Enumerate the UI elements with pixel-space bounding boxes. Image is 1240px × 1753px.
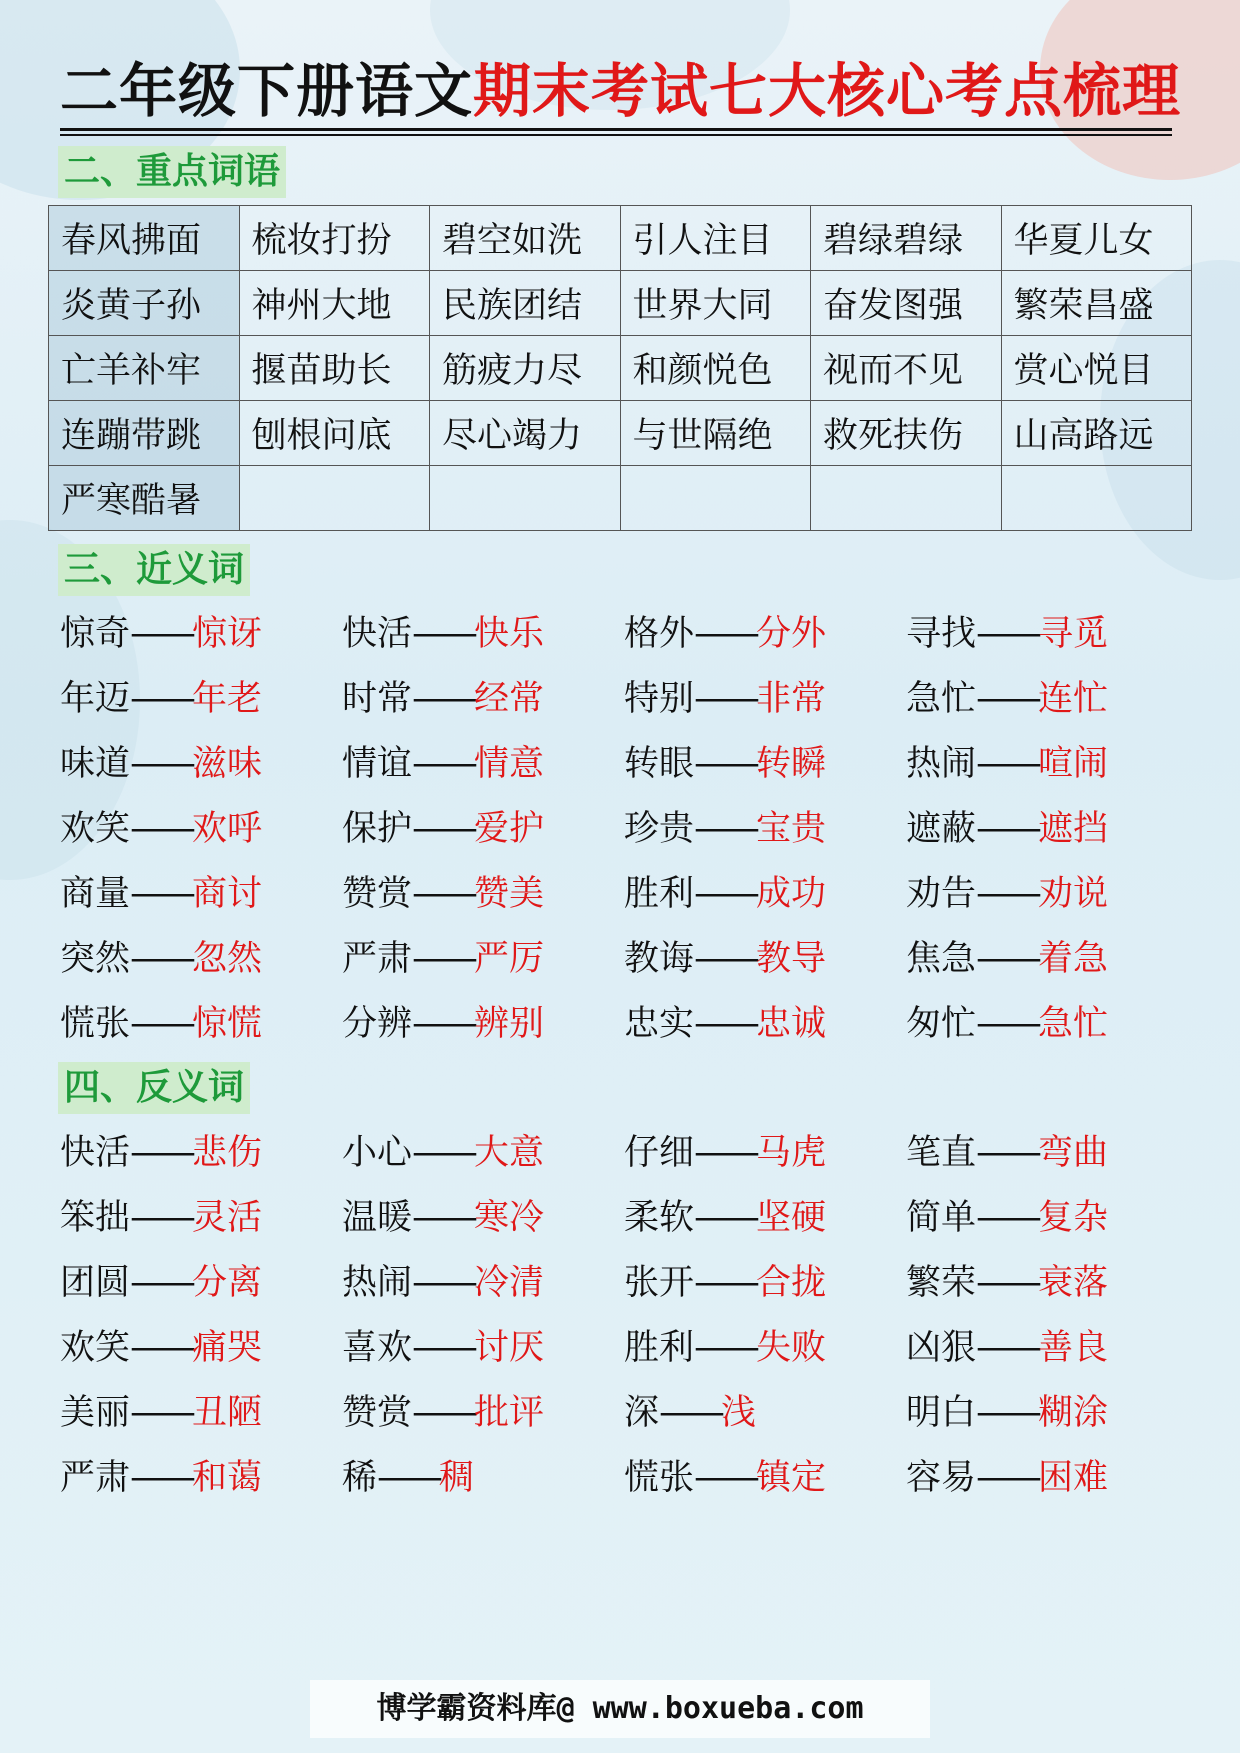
word: 遮蔽 <box>906 809 977 849</box>
dash-separator: —— <box>976 679 1039 719</box>
word: 分辨 <box>342 1004 413 1044</box>
word: 欢笑 <box>60 809 131 849</box>
answer-word: 快乐 <box>474 614 545 654</box>
answer-word: 寒冷 <box>474 1198 545 1238</box>
dash-separator: —— <box>694 744 757 784</box>
synonyms-list <box>60 602 1170 1057</box>
dash-separator: —— <box>976 1263 1039 1303</box>
antonym-pair <box>60 1121 262 1186</box>
answer-word: 灵活 <box>192 1198 263 1238</box>
answer-word: 成功 <box>756 874 827 914</box>
answer-word: 马虎 <box>756 1133 827 1173</box>
dash-separator: —— <box>412 874 475 914</box>
table-row <box>49 271 1192 336</box>
antonym-pair <box>624 1251 826 1316</box>
answer-word: 连忙 <box>1038 679 1109 719</box>
synonym-pair <box>60 602 262 667</box>
footer-watermark: 博学霸资料库@ www.boxueba.com <box>310 1680 930 1738</box>
table-cell: 华夏儿女 <box>1001 206 1192 271</box>
answer-word: 批评 <box>474 1393 545 1433</box>
word: 赞赏 <box>342 874 413 914</box>
answer-word: 坚硬 <box>756 1198 827 1238</box>
list-row <box>60 1381 1170 1446</box>
antonym-pair <box>342 1186 544 1251</box>
list-row <box>60 1316 1170 1381</box>
dash-separator: —— <box>130 1263 193 1303</box>
table-cell: 严寒酷暑 <box>49 466 240 531</box>
synonym-pair <box>624 927 826 992</box>
word: 胜利 <box>624 1328 695 1368</box>
table-cell: 和颜悦色 <box>620 336 811 401</box>
list-row <box>60 992 1170 1057</box>
dash-separator: —— <box>694 809 757 849</box>
word: 急忙 <box>906 679 977 719</box>
dash-separator: —— <box>694 1198 757 1238</box>
word: 保护 <box>342 809 413 849</box>
word: 慌张 <box>60 1004 131 1044</box>
antonym-pair <box>906 1316 1108 1381</box>
answer-word: 冷清 <box>474 1263 545 1303</box>
synonym-pair <box>624 732 826 797</box>
dash-separator: —— <box>377 1458 440 1498</box>
dash-separator: —— <box>412 614 475 654</box>
dash-separator: —— <box>694 614 757 654</box>
table-cell: 世界大同 <box>620 271 811 336</box>
table-cell: 奋发图强 <box>811 271 1002 336</box>
table-row <box>49 336 1192 401</box>
dash-separator: —— <box>130 1198 193 1238</box>
word: 赞赏 <box>342 1393 413 1433</box>
word: 珍贵 <box>624 809 695 849</box>
word: 繁荣 <box>906 1263 977 1303</box>
synonym-pair <box>60 797 262 862</box>
dash-separator: —— <box>130 809 193 849</box>
list-row <box>60 1251 1170 1316</box>
answer-word: 和蔼 <box>192 1458 263 1498</box>
dash-separator: —— <box>130 874 193 914</box>
table-cell: 亡羊补牢 <box>49 336 240 401</box>
antonym-pair <box>342 1251 544 1316</box>
synonym-pair <box>342 992 544 1057</box>
answer-word: 丑陋 <box>192 1393 263 1433</box>
antonym-pair <box>906 1251 1108 1316</box>
table-cell: 民族团结 <box>430 271 621 336</box>
answer-word: 悲伤 <box>192 1133 263 1173</box>
dash-separator: —— <box>976 874 1039 914</box>
answer-word: 教导 <box>756 939 827 979</box>
word: 美丽 <box>60 1393 131 1433</box>
antonyms-list <box>60 1121 1170 1511</box>
table-cell: 与世隔绝 <box>620 401 811 466</box>
key-words-table <box>48 205 1192 531</box>
synonym-pair <box>342 927 544 992</box>
synonym-pair <box>906 862 1108 927</box>
dash-separator: —— <box>976 809 1039 849</box>
answer-word: 寻觅 <box>1038 614 1109 654</box>
section-heading-synonyms: 三、近义词 <box>58 544 250 596</box>
section-heading-antonyms: 四、反义词 <box>58 1062 250 1114</box>
synonym-pair <box>906 797 1108 862</box>
word: 格外 <box>624 614 695 654</box>
word: 简单 <box>906 1198 977 1238</box>
synonym-pair <box>624 602 826 667</box>
synonym-pair <box>342 797 544 862</box>
word: 严肃 <box>342 939 413 979</box>
dash-separator: —— <box>976 744 1039 784</box>
dash-separator: —— <box>976 939 1039 979</box>
list-row <box>60 1186 1170 1251</box>
word: 寻找 <box>906 614 977 654</box>
list-row <box>60 602 1170 667</box>
answer-word: 忽然 <box>192 939 263 979</box>
table-row <box>49 206 1192 271</box>
word: 柔软 <box>624 1198 695 1238</box>
word: 深 <box>624 1393 660 1433</box>
answer-word: 情意 <box>474 744 545 784</box>
list-row <box>60 927 1170 992</box>
dash-separator: —— <box>976 1133 1039 1173</box>
table-cell <box>1001 466 1192 531</box>
word: 稀 <box>342 1458 378 1498</box>
antonym-pair <box>624 1381 756 1446</box>
list-row <box>60 667 1170 732</box>
answer-word: 喧闹 <box>1038 744 1109 784</box>
dash-separator: —— <box>412 1198 475 1238</box>
word: 焦急 <box>906 939 977 979</box>
word: 时常 <box>342 679 413 719</box>
antonym-pair <box>624 1316 826 1381</box>
synonym-pair <box>906 732 1108 797</box>
table-cell: 尽心竭力 <box>430 401 621 466</box>
synonym-pair <box>906 927 1108 992</box>
word: 胜利 <box>624 874 695 914</box>
table-row <box>49 401 1192 466</box>
dash-separator: —— <box>412 1133 475 1173</box>
dash-separator: —— <box>976 1393 1039 1433</box>
word: 笔直 <box>906 1133 977 1173</box>
table-cell: 碧空如洗 <box>430 206 621 271</box>
dash-separator: —— <box>976 614 1039 654</box>
dash-separator: —— <box>412 1328 475 1368</box>
page-title-grade: 二年级下册语文 <box>60 57 474 125</box>
synonym-pair <box>624 667 826 732</box>
word: 商量 <box>60 874 131 914</box>
word: 团圆 <box>60 1263 131 1303</box>
word: 忠实 <box>624 1004 695 1044</box>
answer-word: 衰落 <box>1038 1263 1109 1303</box>
answer-word: 辨别 <box>474 1004 545 1044</box>
table-cell: 梳妆打扮 <box>239 206 430 271</box>
title-underline <box>60 128 1172 131</box>
answer-word: 爱护 <box>474 809 545 849</box>
synonym-pair <box>624 992 826 1057</box>
antonym-pair <box>60 1251 262 1316</box>
synonym-pair <box>342 667 544 732</box>
dash-separator: —— <box>412 1263 475 1303</box>
answer-word: 非常 <box>756 679 827 719</box>
synonym-pair <box>906 602 1108 667</box>
word: 温暖 <box>342 1198 413 1238</box>
dash-separator: —— <box>694 1004 757 1044</box>
word: 惊奇 <box>60 614 131 654</box>
table-cell: 引人注目 <box>620 206 811 271</box>
list-row <box>60 1446 1170 1511</box>
antonym-pair <box>906 1381 1108 1446</box>
word: 突然 <box>60 939 131 979</box>
answer-word: 忠诚 <box>756 1004 827 1044</box>
synonym-pair <box>60 927 262 992</box>
table-cell: 视而不见 <box>811 336 1002 401</box>
word: 张开 <box>624 1263 695 1303</box>
word: 慌张 <box>624 1458 695 1498</box>
dash-separator: —— <box>976 1198 1039 1238</box>
section-heading-key-words: 二、重点词语 <box>58 146 286 198</box>
table-cell: 救死扶伤 <box>811 401 1002 466</box>
table-cell <box>430 466 621 531</box>
word: 情谊 <box>342 744 413 784</box>
antonym-pair <box>906 1121 1108 1186</box>
answer-word: 赞美 <box>474 874 545 914</box>
answer-word: 稠 <box>439 1458 475 1498</box>
word: 年迈 <box>60 679 131 719</box>
dash-separator: —— <box>976 1004 1039 1044</box>
dash-separator: —— <box>976 1458 1039 1498</box>
list-row <box>60 862 1170 927</box>
antonym-pair <box>624 1446 826 1511</box>
synonym-pair <box>624 797 826 862</box>
answer-word: 严厉 <box>474 939 545 979</box>
dash-separator: —— <box>130 679 193 719</box>
dash-separator: —— <box>412 809 475 849</box>
answer-word: 痛哭 <box>192 1328 263 1368</box>
antonym-pair <box>60 1381 262 1446</box>
answer-word: 惊讶 <box>192 614 263 654</box>
answer-word: 镇定 <box>756 1458 827 1498</box>
table-cell <box>811 466 1002 531</box>
answer-word: 遮挡 <box>1038 809 1109 849</box>
answer-word: 着急 <box>1038 939 1109 979</box>
synonym-pair <box>60 732 262 797</box>
antonym-pair <box>342 1446 474 1511</box>
table-cell: 筋疲力尽 <box>430 336 621 401</box>
answer-word: 善良 <box>1038 1328 1109 1368</box>
page-title-topic: 期末考试七大核心考点梳理 <box>473 57 1182 125</box>
table-cell <box>239 466 430 531</box>
answer-word: 年老 <box>192 679 263 719</box>
dash-separator: —— <box>694 874 757 914</box>
answer-word: 浅 <box>721 1393 757 1433</box>
title-underline <box>60 134 1172 136</box>
word: 快活 <box>60 1133 131 1173</box>
table-cell: 神州大地 <box>239 271 430 336</box>
dash-separator: —— <box>412 939 475 979</box>
dash-separator: —— <box>130 614 193 654</box>
synonym-pair <box>342 602 544 667</box>
antonym-pair <box>906 1446 1108 1511</box>
synonym-pair <box>624 862 826 927</box>
dash-separator: —— <box>694 1458 757 1498</box>
table-row <box>49 466 1192 531</box>
answer-word: 失败 <box>756 1328 827 1368</box>
answer-word: 转瞬 <box>756 744 827 784</box>
dash-separator: —— <box>130 744 193 784</box>
dash-separator: —— <box>412 1393 475 1433</box>
word: 匆忙 <box>906 1004 977 1044</box>
table-cell: 赏心悦目 <box>1001 336 1192 401</box>
dash-separator: —— <box>694 679 757 719</box>
word: 教诲 <box>624 939 695 979</box>
answer-word: 合拢 <box>756 1263 827 1303</box>
word: 热闹 <box>906 744 977 784</box>
word: 味道 <box>60 744 131 784</box>
word: 热闹 <box>342 1263 413 1303</box>
answer-word: 惊慌 <box>192 1004 263 1044</box>
table-cell: 炎黄子孙 <box>49 271 240 336</box>
dash-separator: —— <box>694 1328 757 1368</box>
answer-word: 大意 <box>474 1133 545 1173</box>
dash-separator: —— <box>412 744 475 784</box>
antonym-pair <box>624 1186 826 1251</box>
table-cell: 山高路远 <box>1001 401 1192 466</box>
list-row <box>60 797 1170 862</box>
synonym-pair <box>342 862 544 927</box>
synonym-pair <box>906 667 1108 732</box>
antonym-pair <box>60 1316 262 1381</box>
word: 凶狠 <box>906 1328 977 1368</box>
synonym-pair <box>60 862 262 927</box>
antonym-pair <box>342 1316 544 1381</box>
answer-word: 商讨 <box>192 874 263 914</box>
dash-separator: —— <box>130 1328 193 1368</box>
synonym-pair <box>342 732 544 797</box>
word: 严肃 <box>60 1458 131 1498</box>
answer-word: 糊涂 <box>1038 1393 1109 1433</box>
answer-word: 滋味 <box>192 744 263 784</box>
list-row <box>60 1121 1170 1186</box>
table-cell: 揠苗助长 <box>239 336 430 401</box>
word: 特别 <box>624 679 695 719</box>
answer-word: 宝贵 <box>756 809 827 849</box>
dash-separator: —— <box>130 939 193 979</box>
word: 明白 <box>906 1393 977 1433</box>
answer-word: 急忙 <box>1038 1004 1109 1044</box>
answer-word: 复杂 <box>1038 1198 1109 1238</box>
answer-word: 弯曲 <box>1038 1133 1109 1173</box>
table-cell <box>620 466 811 531</box>
dash-separator: —— <box>412 1004 475 1044</box>
antonym-pair <box>342 1381 544 1446</box>
word: 小心 <box>342 1133 413 1173</box>
dash-separator: —— <box>130 1393 193 1433</box>
dash-separator: —— <box>976 1328 1039 1368</box>
dash-separator: —— <box>659 1393 722 1433</box>
table-cell: 碧绿碧绿 <box>811 206 1002 271</box>
table-cell: 连蹦带跳 <box>49 401 240 466</box>
synonym-pair <box>60 992 262 1057</box>
answer-word: 欢呼 <box>192 809 263 849</box>
word: 快活 <box>342 614 413 654</box>
word: 笨拙 <box>60 1198 131 1238</box>
list-row <box>60 732 1170 797</box>
dash-separator: —— <box>412 679 475 719</box>
synonym-pair <box>906 992 1108 1057</box>
answer-word: 分离 <box>192 1263 263 1303</box>
table-cell: 春风拂面 <box>49 206 240 271</box>
dash-separator: —— <box>694 939 757 979</box>
antonym-pair <box>60 1446 262 1511</box>
dash-separator: —— <box>130 1458 193 1498</box>
word: 欢笑 <box>60 1328 131 1368</box>
word: 仔细 <box>624 1133 695 1173</box>
word: 容易 <box>906 1458 977 1498</box>
answer-word: 分外 <box>756 614 827 654</box>
word: 喜欢 <box>342 1328 413 1368</box>
antonym-pair <box>906 1186 1108 1251</box>
antonym-pair <box>624 1121 826 1186</box>
answer-word: 讨厌 <box>474 1328 545 1368</box>
table-cell: 繁荣昌盛 <box>1001 271 1192 336</box>
answer-word: 劝说 <box>1038 874 1109 914</box>
dash-separator: —— <box>130 1004 193 1044</box>
antonym-pair <box>342 1121 544 1186</box>
answer-word: 经常 <box>474 679 545 719</box>
dash-separator: —— <box>130 1133 193 1173</box>
dash-separator: —— <box>694 1133 757 1173</box>
synonym-pair <box>60 667 262 732</box>
table-cell: 刨根问底 <box>239 401 430 466</box>
page-title <box>60 55 1182 127</box>
word: 劝告 <box>906 874 977 914</box>
word: 转眼 <box>624 744 695 784</box>
dash-separator: —— <box>694 1263 757 1303</box>
answer-word: 困难 <box>1038 1458 1109 1498</box>
antonym-pair <box>60 1186 262 1251</box>
